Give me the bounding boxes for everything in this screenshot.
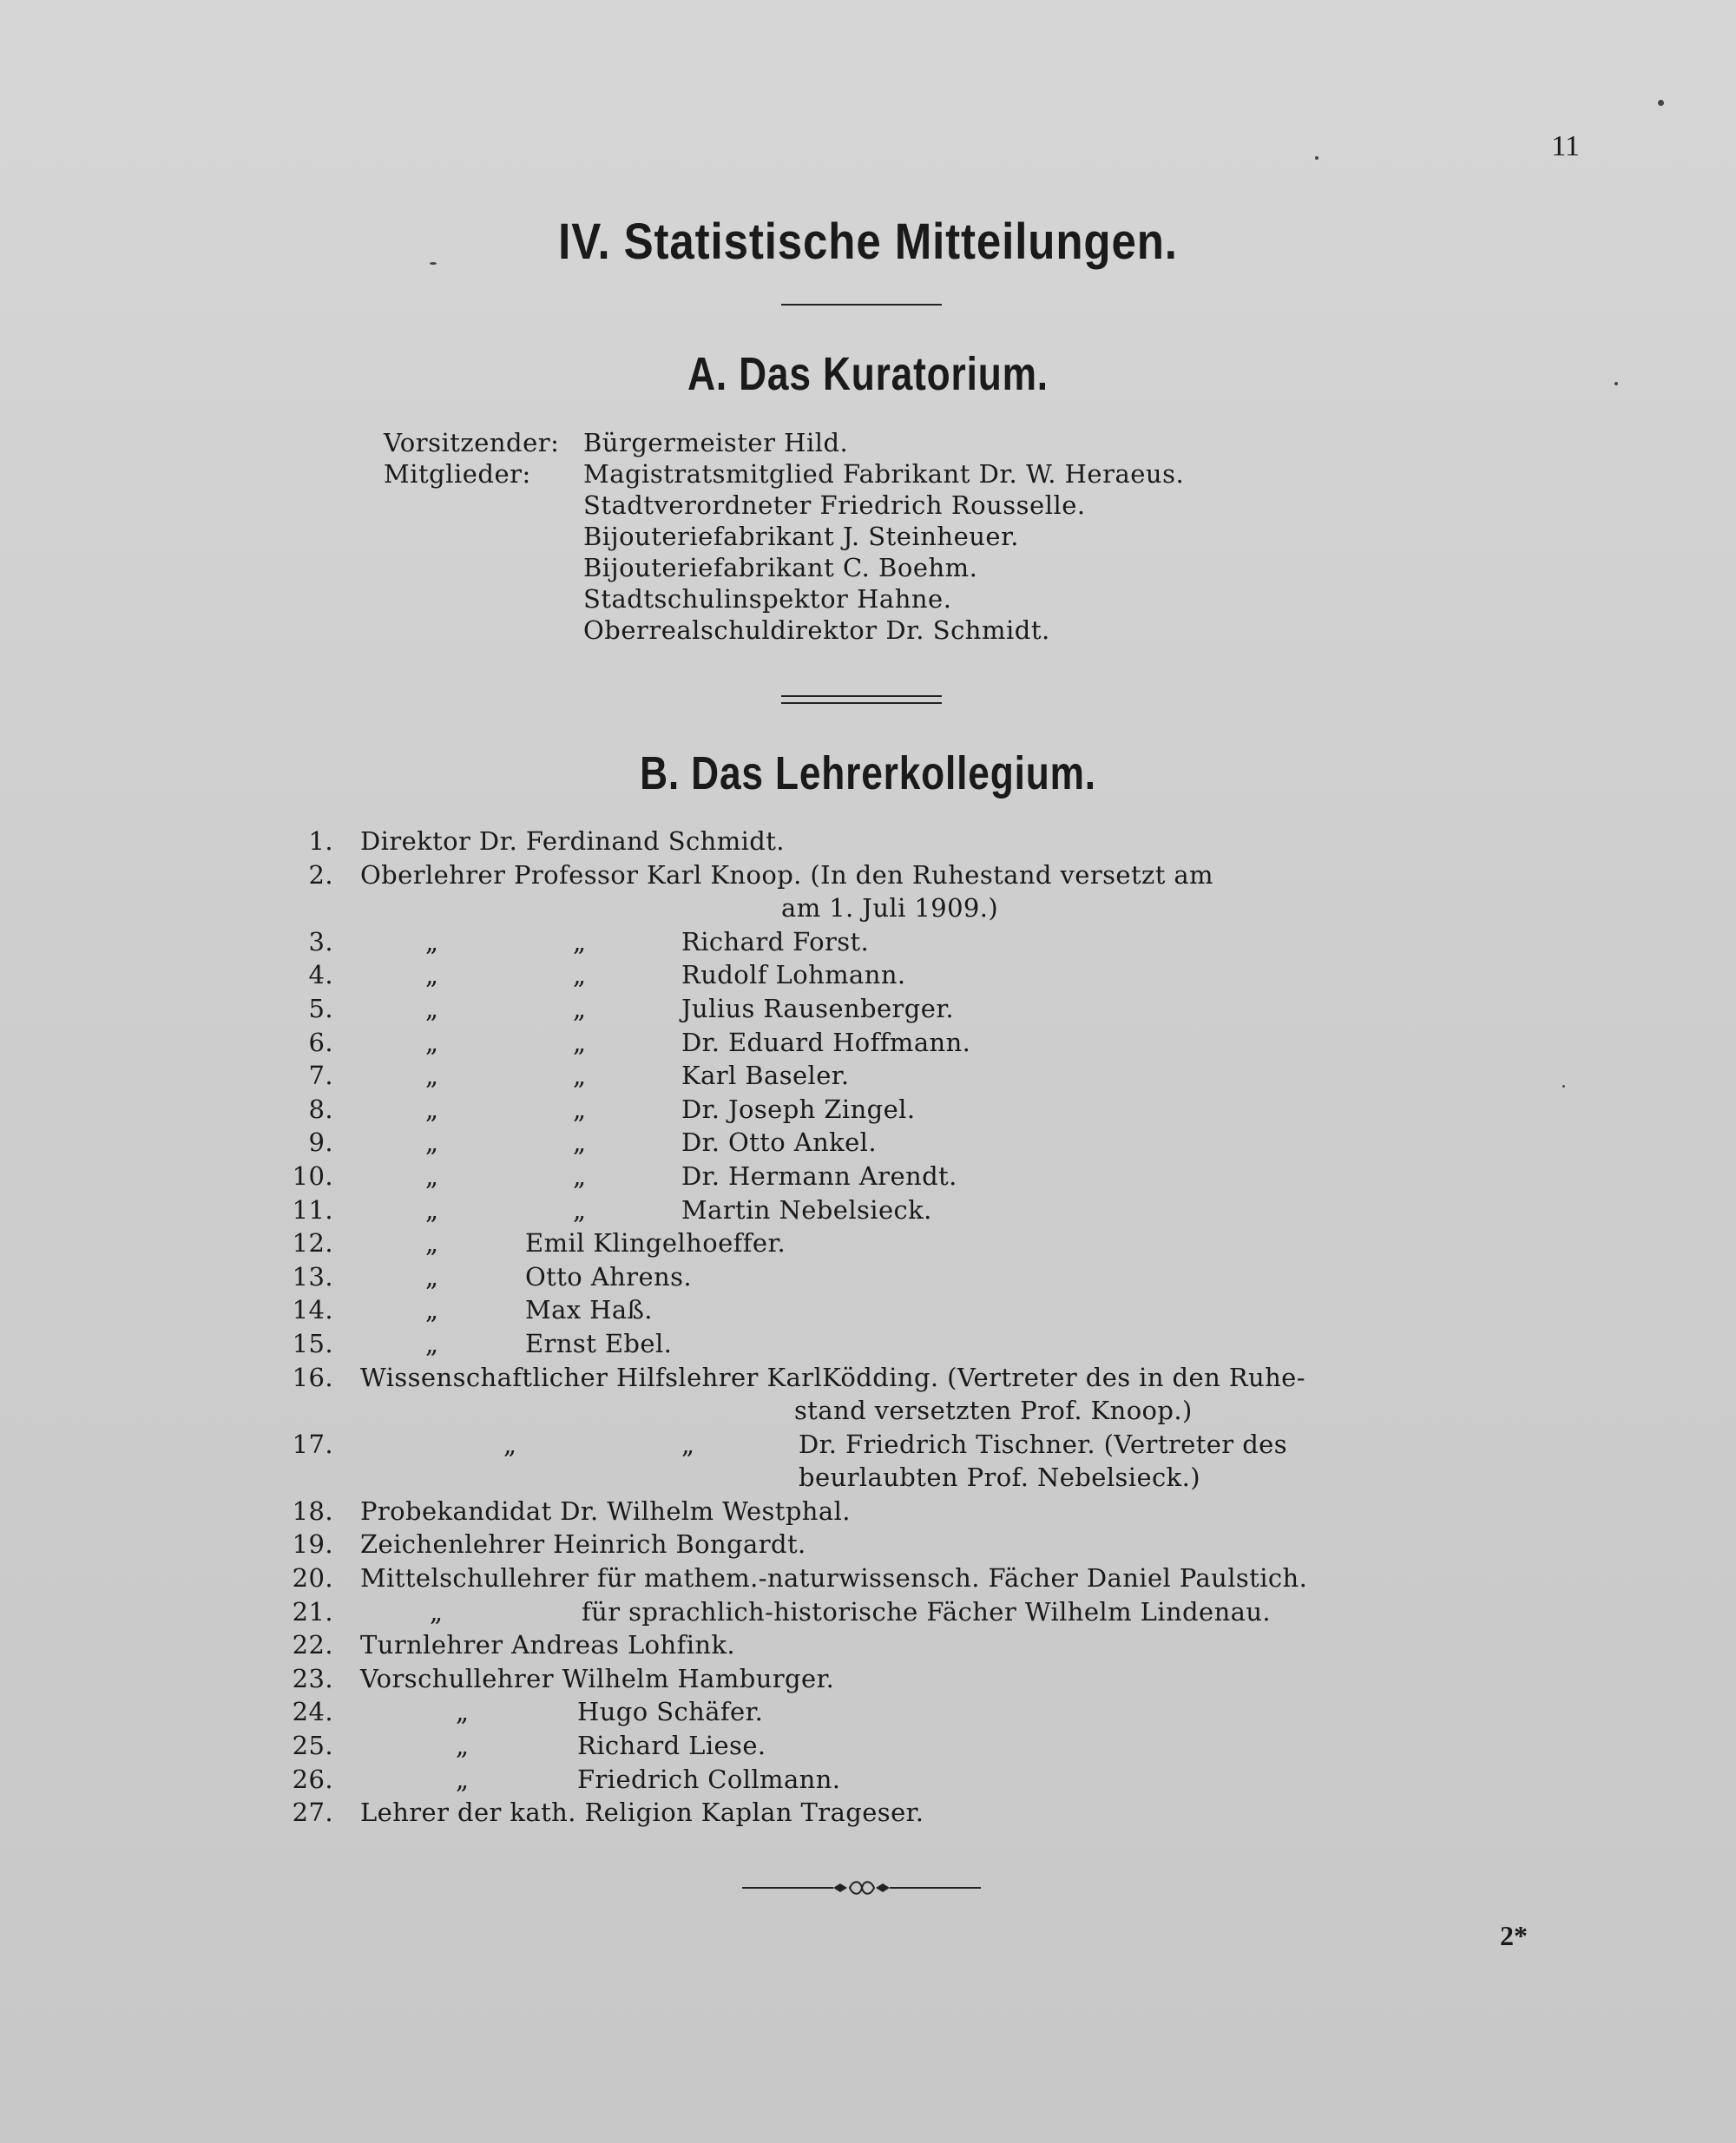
- staff-entry: [286, 1528, 1458, 1561]
- staff-entry: [286, 1126, 1458, 1160]
- entry-number: 16.: [292, 1362, 333, 1392]
- entry-number: 4.: [308, 960, 333, 990]
- staff-entry: [286, 1093, 1458, 1127]
- staff-entry: [286, 1729, 1458, 1763]
- ditto-mark: „: [456, 1764, 470, 1794]
- entry-text: stand versetzten Prof. Knoop.): [794, 1396, 1193, 1426]
- ditto-mark: „: [425, 993, 439, 1023]
- ditto-mark: „: [425, 1061, 439, 1091]
- entry-number: 1.: [308, 826, 333, 856]
- entry-number: 19.: [292, 1529, 333, 1560]
- entry-text: beurlaubten Prof. Nebelsieck.): [799, 1463, 1200, 1493]
- entry-number: 10.: [292, 1160, 333, 1191]
- member-name: Magistratsmitglied Fabrikant Dr. W. Heraeus.: [583, 459, 1185, 489]
- staff-entry: [286, 1193, 1458, 1227]
- entry-number: 13.: [292, 1261, 333, 1292]
- staff-entry: [286, 925, 1458, 959]
- staff-entry: [286, 1260, 1458, 1294]
- entry-text: Mittelschullehrer für mathem.-naturwissensch. Fächer Daniel Paulstich.: [360, 1563, 1308, 1594]
- entry-text: Dr. Eduard Hoffmann.: [681, 1027, 971, 1057]
- entry-number: 14.: [292, 1295, 333, 1325]
- staff-entry: [286, 1628, 1458, 1662]
- member-row: [384, 490, 1184, 521]
- entry-text: am 1. Juli 1909.): [781, 893, 999, 924]
- ditto-mark: „: [425, 1194, 439, 1225]
- entry-number: 27.: [292, 1798, 333, 1828]
- section-b-heading: B. Das Lehrerkollegium.: [640, 747, 1096, 799]
- ditto-mark: „: [573, 1027, 587, 1057]
- entry-text: Dr. Joseph Zingel.: [681, 1094, 916, 1124]
- staff-entry: [286, 1160, 1458, 1193]
- staff-entry: [286, 958, 1458, 992]
- entry-number: 26.: [292, 1764, 333, 1794]
- members-label: Mitglieder:: [384, 459, 531, 489]
- ditto-mark: „: [573, 1061, 587, 1091]
- staff-entry: [286, 1327, 1458, 1361]
- entry-number: 8.: [308, 1094, 333, 1124]
- staff-entry: [286, 1561, 1458, 1595]
- staff-entry: [286, 1695, 1458, 1729]
- page-number: 11: [1551, 130, 1580, 162]
- ditto-mark: „: [573, 926, 587, 956]
- ditto-mark: „: [503, 1429, 517, 1459]
- entry-text: Turnlehrer Andreas Lohfink.: [360, 1630, 736, 1660]
- entry-text: Dr. Hermann Arendt.: [681, 1160, 957, 1191]
- kuratorium-list: [384, 427, 1184, 646]
- staff-entry: [286, 1763, 1458, 1797]
- lehrerkollegium-list: [286, 825, 1458, 1830]
- entry-text: Vorschullehrer Wilhelm Hamburger.: [360, 1663, 835, 1693]
- entry-number: 7.: [308, 1061, 333, 1091]
- entry-text: Max Haß.: [525, 1295, 653, 1325]
- staff-entry: [286, 1361, 1458, 1395]
- staff-entry: [286, 1595, 1458, 1629]
- entry-number: 11.: [292, 1194, 333, 1225]
- ditto-mark: „: [425, 1228, 439, 1259]
- ornament-divider: [742, 1877, 981, 1899]
- member-name: Bijouteriefabrikant J. Steinheuer.: [583, 522, 1019, 551]
- entry-number: 5.: [308, 993, 333, 1023]
- entry-text: Dr. Friedrich Tischner. (Vertreter des: [799, 1429, 1287, 1459]
- signature-mark: 2*: [1500, 1920, 1528, 1951]
- entry-text: Hugo Schäfer.: [577, 1697, 764, 1727]
- ditto-mark: „: [456, 1697, 470, 1727]
- entry-text: Oberlehrer Professor Karl Knoop. (In den Ruhestand versetzt am: [360, 859, 1213, 890]
- member-name: Stadtverordneter Friedrich Rousselle.: [583, 490, 1086, 520]
- staff-entry: [286, 1495, 1458, 1528]
- double-rule-top: [781, 695, 942, 697]
- entry-number: 6.: [308, 1027, 333, 1057]
- staff-entry: [286, 992, 1458, 1026]
- entry-number: 21.: [292, 1596, 333, 1627]
- entry-number: 15.: [292, 1328, 333, 1358]
- member-name: Bijouteriefabrikant C. Boehm.: [583, 553, 978, 582]
- ditto-mark: „: [573, 960, 587, 990]
- section-a-heading: A. Das Kuratorium.: [687, 348, 1049, 400]
- entry-number: 25.: [292, 1731, 333, 1761]
- entry-text: Rudolf Lohmann.: [681, 960, 906, 990]
- ditto-mark: „: [425, 926, 439, 956]
- ditto-mark: „: [573, 1160, 587, 1191]
- entry-number: 22.: [292, 1630, 333, 1660]
- page-title: IV. Statistische Mitteilungen.: [558, 214, 1178, 270]
- ditto-mark: „: [573, 1194, 587, 1225]
- ditto-mark: „: [425, 1295, 439, 1325]
- entry-text: Probekandidat Dr. Wilhelm Westphal.: [360, 1495, 851, 1526]
- staff-entry: [286, 1293, 1458, 1327]
- entry-number: 9.: [308, 1127, 333, 1158]
- ditto-mark: „: [456, 1731, 470, 1761]
- member-row: [384, 552, 1184, 583]
- entry-text: Julius Rausenberger.: [681, 993, 955, 1023]
- entry-text: Zeichenlehrer Heinrich Bongardt.: [360, 1529, 806, 1560]
- ditto-mark: „: [681, 1429, 695, 1459]
- chair-row: [384, 427, 1184, 458]
- ditto-mark: „: [573, 993, 587, 1023]
- staff-entry: [286, 1662, 1458, 1696]
- entry-text: Richard Forst.: [681, 926, 870, 956]
- ditto-mark: „: [425, 1160, 439, 1191]
- ditto-mark: „: [425, 1328, 439, 1358]
- entry-text: Otto Ahrens.: [525, 1261, 692, 1292]
- entry-text: Martin Nebelsieck.: [681, 1194, 932, 1225]
- entry-text: Dr. Otto Ankel.: [681, 1127, 877, 1158]
- staff-entry: [286, 1059, 1458, 1093]
- entry-text: Friedrich Collmann.: [577, 1764, 841, 1794]
- entry-number: 24.: [292, 1697, 333, 1727]
- ditto-mark: „: [425, 1127, 439, 1158]
- entry-text: für sprachlich-historische Fächer Wilhelm Lindenau.: [582, 1596, 1272, 1627]
- entry-number: 23.: [292, 1663, 333, 1693]
- ditto-mark: „: [425, 1261, 439, 1292]
- divider-rule: [781, 304, 942, 306]
- entry-text: Ernst Ebel.: [525, 1328, 673, 1358]
- ditto-mark: „: [425, 1094, 439, 1124]
- member-row: [384, 521, 1184, 552]
- staff-entry: [286, 825, 1458, 858]
- member-name: Oberrealschuldirektor Dr. Schmidt.: [583, 615, 1050, 645]
- ditto-mark: „: [425, 1027, 439, 1057]
- member-row: [384, 583, 1184, 615]
- ditto-mark: „: [430, 1596, 444, 1627]
- entry-text: Emil Klingelhoeffer.: [525, 1228, 786, 1259]
- entry-text: Karl Baseler.: [681, 1061, 850, 1091]
- entry-number: 3.: [308, 926, 333, 956]
- staff-entry: [286, 858, 1458, 892]
- entry-text: Lehrer der kath. Religion Kaplan Trageser.: [360, 1798, 924, 1828]
- staff-entry: [286, 1026, 1458, 1060]
- entry-text: Richard Liese.: [577, 1731, 766, 1761]
- entry-number: [286, 891, 347, 925]
- entry-number: 20.: [292, 1563, 333, 1594]
- member-name: Stadtschulinspektor Hahne.: [583, 584, 952, 614]
- entry-text: Wissenschaftlicher Hilfslehrer KarlKödding. (Vertreter des in den Ruhe-: [360, 1362, 1305, 1392]
- staff-entry: [286, 1796, 1458, 1830]
- entry-text: Direktor Dr. Ferdinand Schmidt.: [360, 826, 785, 856]
- ditto-mark: „: [573, 1094, 587, 1124]
- chair-label: Vorsitzender:: [384, 428, 560, 457]
- chair-name: Bürgermeister Hild.: [583, 428, 849, 457]
- staff-entry: [286, 1461, 1458, 1495]
- member-row: [384, 458, 1184, 490]
- staff-entry: [286, 891, 1458, 925]
- entry-number: 18.: [292, 1495, 333, 1526]
- double-rule-bottom: [781, 702, 942, 704]
- member-row: [384, 615, 1184, 646]
- entry-number: 17.: [292, 1429, 333, 1459]
- staff-entry: [286, 1226, 1458, 1260]
- ditto-mark: „: [425, 960, 439, 990]
- ditto-mark: „: [573, 1127, 587, 1158]
- entry-number: 2.: [308, 859, 333, 890]
- entry-number: [286, 1394, 347, 1428]
- entry-number: 12.: [292, 1228, 333, 1259]
- staff-entry: [286, 1394, 1458, 1428]
- entry-number: [286, 1461, 347, 1495]
- staff-entry: [286, 1428, 1458, 1462]
